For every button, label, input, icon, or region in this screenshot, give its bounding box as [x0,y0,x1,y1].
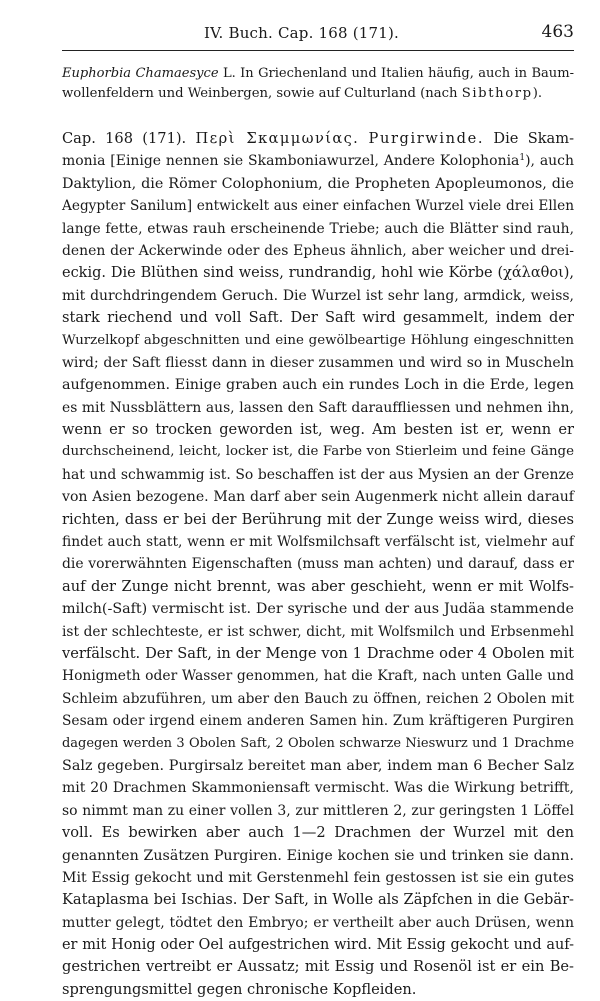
page-number: 463 [541,22,574,42]
chapter-label: Cap. 168 (171). [62,130,187,147]
body-line: auf der Zunge nicht brennt, was aber geschieht, wenn er mit Wolfs- [62,577,574,595]
body-line: dagegen werden 3 Obolen Saft, 2 Obolen schwarze Nieswurz und 1 Drachme [62,735,574,751]
greek-title: Περὶ Σκαμμωνίας. [195,130,360,147]
note-line: wollenfeldern und Weinbergen, sowie auf Culturland (nach Sibthorp). [62,86,543,101]
page-header [62,22,574,48]
body-line: aufgenommen. Einige graben auch ein rundes Loch in die Erde, legen [62,377,574,394]
chapter-body [62,128,574,1001]
body-line: mutter gelegt, tödtet den Embryo; er vertheilt aber auch Drüsen, wenn [62,914,574,931]
body-line: verfälscht. Der Saft, in der Menge von 1 Drachme oder 4 Obolen mit [62,644,574,662]
chapter-heading-line: Cap. 168 (171). Περὶ Σκαμμωνίας. Purgirwinde. Die Skam- [62,130,575,147]
body-line: Daktylion, die Römer Colophonium, die Propheten Apopleumonos, die [62,175,574,192]
footnote-marker: 1 [519,153,526,164]
body-line: denen der Ackerwinde oder des Epheus ähnlich, aber weicher und drei- [62,242,574,259]
running-title: IV. Buch. Cap. 168 (171). [204,24,400,42]
species-name: Euphorbia Chamaesyce [62,66,219,81]
body-line: Mit Essig gekocht und mit Gerstenmehl fein gestossen ist sie ein gutes [62,869,574,886]
body-line: es mit Nussblättern aus, lassen den Saft darauffliessen und nehmen ihn, [62,399,574,416]
body-line: Aegypter Sanilum] entwickelt aus einer einfachen Wurzel viele drei Ellen [62,198,574,215]
body-line: er mit Honig oder Oel aufgestrichen wird. Mit Essig gekocht und auf- [62,937,574,954]
preceding-note [62,64,574,104]
body-line: Sesam oder irgend einem anderen Samen hin. Zum kräftigeren Purgiren [62,713,574,730]
body-line: milch(-Saft) vermischt ist. Der syrische und der aus Judäa stammende [62,601,574,618]
body-line: Wurzelkopf abgeschnitten und eine gewölbeartige Höhlung eingeschnitten [62,332,574,348]
body-line: lange fette, etwas rauh erscheinende Triebe; auch die Blätter sind rauh, [62,220,574,237]
body-line: Salz gegeben. Purgirsalz bereitet man aber, indem man 6 Becher Salz [62,757,574,774]
body-line: ist der schlechteste, er ist schwer, dicht, mit Wolfsmilch und Erbsenmehl [62,623,574,640]
header-rule [62,50,574,51]
body-line: hat und schwammig ist. So beschaffen ist der aus Mysien an der Grenze [62,466,574,483]
body-line: stark riechend und voll Saft. Der Saft wird gesammelt, indem der [62,309,574,327]
body-line: gestrichen vertreibt er Aussatz; mit Essig und Rosenöl ist er ein Be- [62,958,574,976]
body-line: voll. Es bewirken aber auch 1—2 Drachmen der Wurzel mit den [62,824,574,842]
body-line: so nimmt man zu einer vollen 3, zur mittleren 2, zur geringsten 1 Löffel [62,802,574,819]
body-line: Honigmeth oder Wasser genommen, hat die Kraft, nach unten Galle und [62,668,574,685]
body-line: Schleim abzuführen, um aber den Bauch zu öffnen, reichen 2 Obolen mit [62,690,574,707]
body-line: durchscheinend, leicht, locker ist, die Farbe von Stierleim und feine Gänge [62,444,574,460]
body-line: mit 20 Drachmen Skammoniensaft vermischt. Was die Wirkung betrifft, [62,780,574,797]
body-line: wird; der Saft fliesst dann in dieser zusammen und wird so in Muscheln [62,354,574,371]
body-line: wenn er so trocken geworden ist, weg. Am besten ist er, wenn er [62,421,574,439]
body-line: genannten Zusätzen Purgiren. Einige kochen sie und trinken sie dann. [62,847,574,864]
author-name: Sibthorp [461,86,533,101]
body-line: monia [Einige nennen sie Skamboniawurzel, Andere Kolophonia$^1$), auch [62,153,574,170]
body-line: eckig. Die Blüthen sind weiss, rundrandig, hohl wie Körbe (χάλαθοι), [62,265,574,282]
body-line: Kataplasma bei Ischias. Der Saft, in Wolle als Zäpfchen in die Gebär- [62,891,574,909]
body-line: die vorerwähnten Eigenschaften (muss man achten) und darauf, dass er [62,556,574,573]
body-line: sprengungsmittel gegen chronische Kopfleiden. [62,980,417,998]
body-line: richten, dass er bei der Berührung mit der Zunge weiss wird, dieses [62,510,574,528]
german-title: Purgirwinde. [368,130,485,147]
body-line: mit durchdringendem Geruch. Die Wurzel ist sehr lang, armdick, weiss, [62,287,574,304]
body-line: findet auch statt, wenn er mit Wolfsmilchsaft verfälscht ist, vielmehr auf [62,534,574,551]
body-line: von Asien bezogene. Man darf aber sein Augenmerk nicht allein darauf [62,489,574,506]
note-line: Euphorbia Chamaesyce L. In Griechenland und Italien häufig, auch in Baum- [62,66,574,81]
